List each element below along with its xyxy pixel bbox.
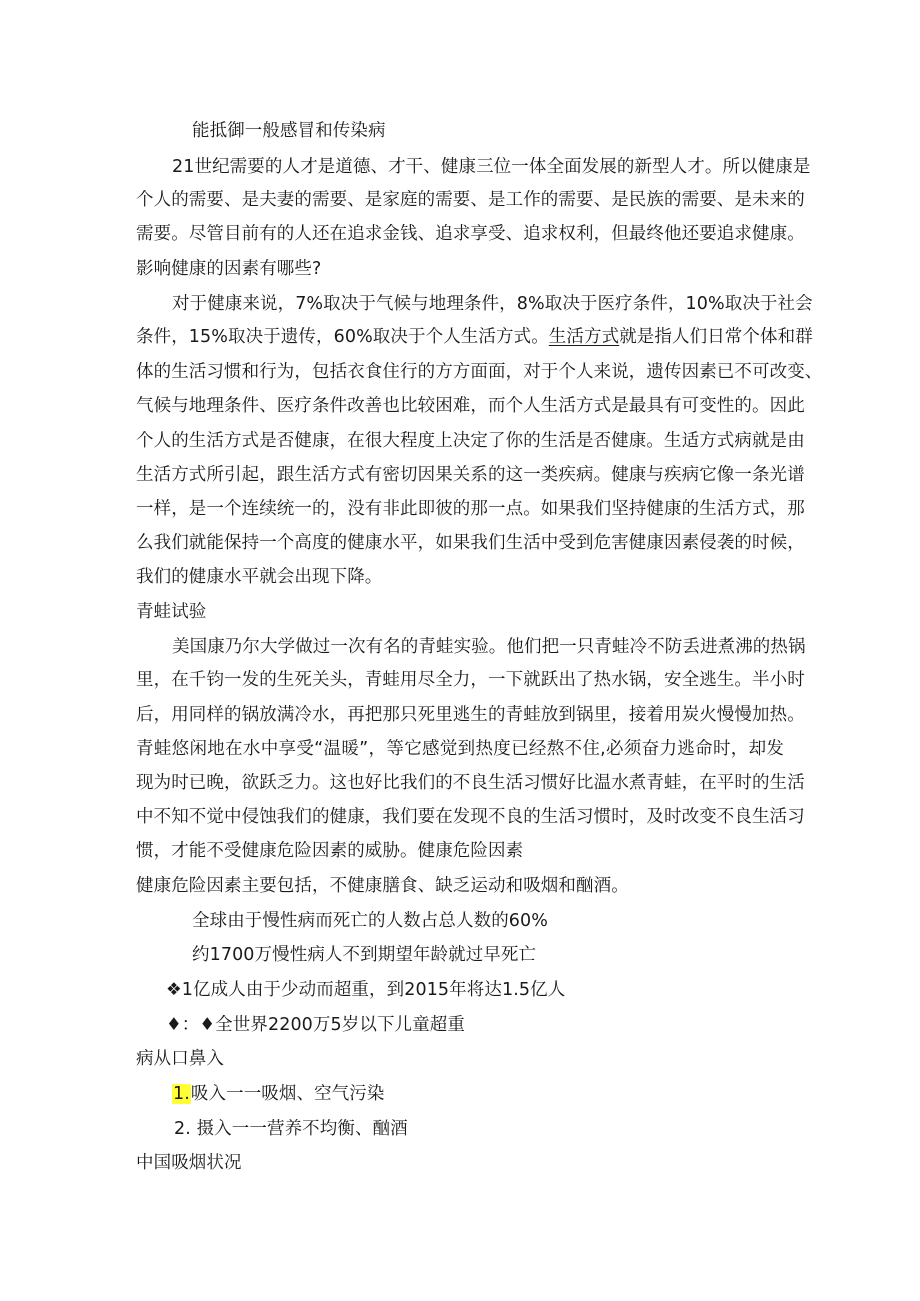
paragraph-line: 生活方式所引起，跟生活方式有密切因果关系的这一类疾病。健康与疾病它像一条光谱 [136, 465, 805, 485]
paragraph-line: 一样，是一个连续统一的，没有非此即彼的那一点。如果我们坚持健康的生活方式，那 [136, 499, 805, 519]
paragraph-line: 体的生活习惯和行为，包括衣食住行的方方面面，对于个人来说，遗传因素已不可改变、 [136, 362, 823, 382]
paragraph-line: 气候与地理条件、医疗条件改善也比较困难，而个人生活方式是最具有可变性的。因此 [136, 396, 805, 416]
paragraph-line: 后，用同样的锅放满冷水，再把那只死里逃生的青蛙放到锅里，接着用炭火慢慢加热。 [136, 705, 805, 725]
text-line: 能抵御一般感冒和传染病 [192, 121, 386, 141]
list-item [172, 1081, 385, 1107]
list-item-text: 吸入一一吸烟、空气污染 [190, 1084, 385, 1104]
paragraph-line [136, 324, 813, 350]
paragraph-line: 么我们就能保持一个高度的健康水平，如果我们生活中受到危害健康因素侵袭的时候， [136, 533, 805, 553]
paragraph-line: 我们的健康水平就会出现下降。 [136, 567, 383, 587]
bullet-text: 1亿成人由于少动而超重，到2015年将达1.5亿人 [181, 980, 566, 1000]
text-line: 健康危险因素主要包括，不健康膳食、缺乏运动和吸烟和酗酒。 [136, 876, 629, 896]
section-heading: 病从口鼻入 [136, 1049, 224, 1069]
statistic-line: 全球由于慢性病而死亡的人数占总人数的60% [192, 911, 548, 931]
paragraph-line: 青蛙悠闲地在水中享受“温暖”，等它感觉到热度已经熬不住,必须奋力逃命时，却发 [136, 739, 784, 759]
bullet-item [166, 977, 565, 1003]
paragraph-line: 美国康乃尔大学做过一次有名的青蛙实验。他们把一只青蛙冷不防丢进煮沸的热锅 [172, 637, 806, 657]
statistic-line: 约1700万慢性病人不到期望年龄就过早死亡 [192, 945, 537, 965]
bullet-text: ♦全世界2200万5岁以下儿童超重 [199, 1015, 465, 1035]
list-item-text: 摄入一一营养不均衡、酗酒 [196, 1119, 408, 1139]
diamond-bullet-icon: ♦： [166, 1015, 200, 1035]
bullet-icon: ❖ [166, 980, 182, 1000]
list-number: 1. [173, 1084, 190, 1104]
list-item [174, 1116, 408, 1142]
underlined-term: 生活方式 [548, 327, 620, 347]
section-heading: 青蛙试验 [136, 602, 207, 622]
paragraph-line: 个人的需要、是夫妻的需要、是家庭的需要、是工作的需要、是民族的需要、是未来的 [136, 190, 805, 210]
paragraph-line: 21世纪需要的人才是道德、才干、健康三位一体全面发展的新型人才。所以健康是 [172, 157, 811, 177]
text-segment: 就是指人们日常个体和群 [619, 327, 813, 347]
paragraph-line: 需要。尽管目前有的人还在追求金钱、追求享受、追求权利，但最终他还要追求健康。 [136, 224, 805, 244]
paragraph-line: 个人的生活方式是否健康，在很大程度上决定了你的生活是否健康。生适方式病就是由 [136, 431, 805, 451]
paragraph-line: 中不知不觉中侵蚀我们的健康，我们要在发现不良的生活习惯时，及时改变不良生活习 [136, 807, 805, 827]
paragraph-line: 里，在千钧一发的生死关头，青蛙用尽全力，一下就跃出了热水锅，安全逃生。半小时 [136, 670, 805, 690]
list-number: 2. [174, 1119, 191, 1139]
paragraph-line: 惯，才能不受健康危险因素的威胁。健康危险因素 [136, 841, 524, 861]
section-heading: 影响健康的因素有哪些? [136, 259, 322, 279]
paragraph-line: 对于健康来说，7%取决于气候与地理条件，8%取决于医疗条件，10%取决于社会 [172, 294, 813, 314]
text-segment: 条件，15%取决于遗传，60%取决于个人生活方式。 [136, 327, 549, 347]
section-heading: 中国吸烟状况 [136, 1153, 242, 1173]
paragraph-line: 现为时已晚，欲跃乏力。这也好比我们的不良生活习惯好比温水煮青蛙，在平时的生活 [136, 773, 805, 793]
bullet-item [166, 1012, 465, 1038]
